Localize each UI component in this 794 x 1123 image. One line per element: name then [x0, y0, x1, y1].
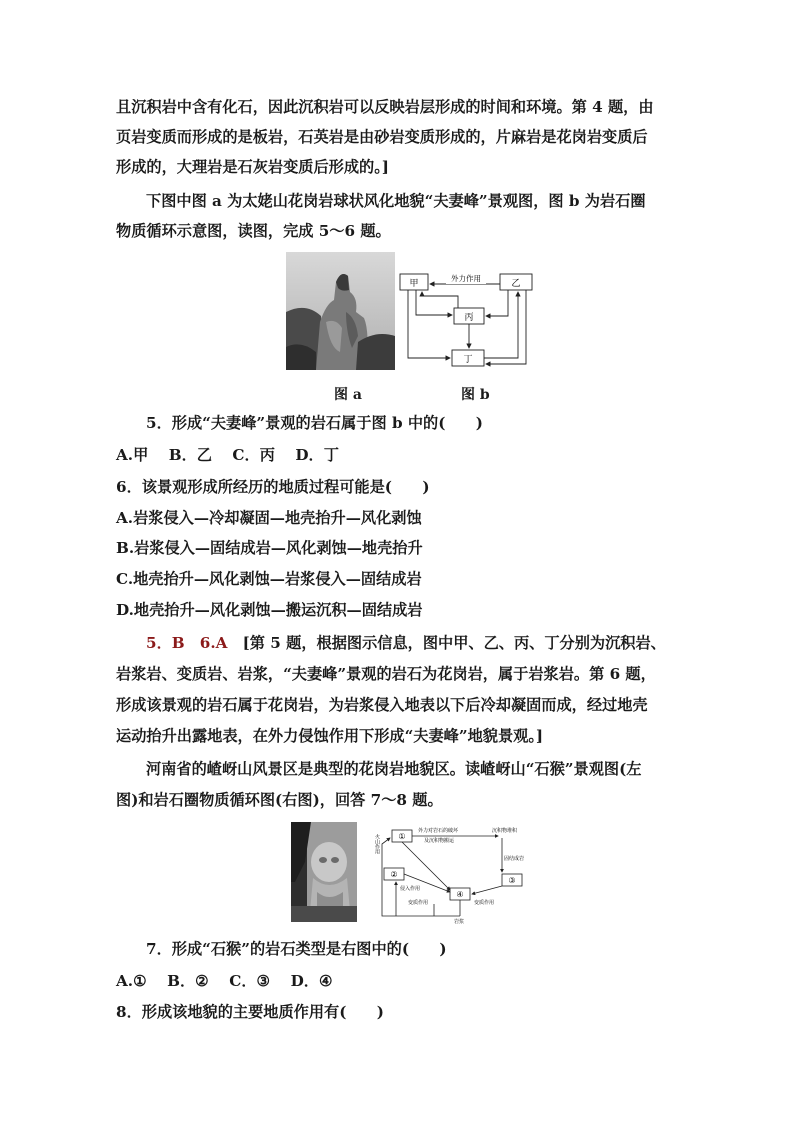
answer56-line2: 岩浆岩、变质岩、岩浆，“夫妻峰”景观的岩石为花岗岩，属于岩浆岩。第 6 题， [116, 665, 656, 683]
para1-line3: 形成的，大理岩是石灰岩变质后形成的。] [116, 158, 389, 176]
q6-option-a: A.岩浆侵入—冷却凝固—地壳抬升—风化剥蚀 [116, 509, 422, 527]
label-external: 外力对岩石的破坏 [418, 828, 459, 834]
figure2-rock-cycle-diagram [374, 824, 524, 924]
label-lithify: 固结成岩 [504, 856, 524, 862]
box-jia: 甲 [409, 279, 419, 289]
q6-stem: 6．该景观形成所经历的地质过程可能是( ) [116, 478, 430, 496]
box-yi: 乙 [511, 279, 521, 289]
intro2-line1: 河南省的嵖岈山风景区是典型的花岗岩地貌区。读嵖岈山“石猴”景观图(左 [146, 760, 642, 778]
q5-stem: 5．形成“夫妻峰”景观的岩石属于图 b 中的( ) [146, 414, 483, 432]
figure-b-diagram [398, 268, 534, 370]
label-magma: 岩浆 [454, 919, 465, 924]
label-volcano: 火山作用 [374, 834, 380, 854]
intro2-line2: 图)和岩石圈物质循环图(右图)，回答 7～8 题。 [116, 791, 443, 809]
label-intrusion: 侵入作用 [400, 886, 421, 892]
para1-line2: 页岩变质而形成的是板岩，石英岩是由砂岩变质形成的，片麻岩是花岗岩变质后 [116, 128, 648, 146]
answer56-key: 5．B 6.A [146, 634, 228, 652]
label-external-2: 及沉积物搬运 [424, 838, 455, 844]
answer56-line3: 形成该景观的岩石属于花岗岩，为岩浆侵入地表以下后冷却凝固而成，经过地壳 [116, 696, 648, 714]
node-1: ① [398, 832, 406, 841]
figure-a-photo [286, 252, 395, 370]
figure-a-caption: 图 a [334, 387, 362, 403]
label-deposit: 沉积物堆积 [492, 828, 518, 834]
answer56-line4: 运动抬升出露地表，在外力侵蚀作用下形成“夫妻峰”地貌景观。] [116, 727, 544, 745]
label-metamorphism-1: 变质作用 [408, 900, 429, 906]
node-4: ④ [456, 890, 464, 899]
box-bing: 丙 [464, 313, 474, 323]
node-2: ② [390, 870, 398, 879]
answer56-line1 [146, 632, 666, 654]
q6-option-d: D.地壳抬升—风化剥蚀—搬运沉积—固结成岩 [116, 601, 423, 619]
q8-stem: 8．形成该地貌的主要地质作用有( ) [116, 1003, 384, 1021]
q6-option-b: B.岩浆侵入—固结成岩—风化剥蚀—地壳抬升 [116, 539, 423, 557]
label-metamorphism-2: 变质作用 [474, 900, 495, 906]
q7-stem: 7．形成“石猴”的岩石类型是右图中的( ) [146, 940, 447, 958]
q7-options: A.① B．② C．③ D．④ [116, 972, 333, 990]
figure2-photo-stone-monkey [291, 822, 357, 922]
para1-line1: 且沉积岩中含有化石，因此沉积岩可以反映岩层形成的时间和环境。第 4 题，由 [116, 98, 654, 116]
arrow-label-external: 外力作用 [451, 274, 481, 283]
figure-b-caption: 图 b [461, 387, 490, 403]
intro1-line1: 下图中图 a 为太姥山花岗岩球状风化地貌“夫妻峰”景观图，图 b 为岩石圈 [146, 192, 646, 210]
answer56-line1-text: [第 5 题，根据图示信息，图中甲、乙、丙、丁分别为沉积岩、 [227, 634, 666, 652]
box-ding: 丁 [463, 355, 473, 365]
intro1-line2: 物质循环示意图，读图，完成 5～6 题。 [116, 222, 391, 240]
q5-options: A.甲 B．乙 C．丙 D．丁 [116, 446, 339, 464]
q6-option-c: C.地壳抬升—风化剥蚀—岩浆侵入—固结成岩 [116, 570, 422, 588]
node-3: ③ [508, 876, 516, 885]
